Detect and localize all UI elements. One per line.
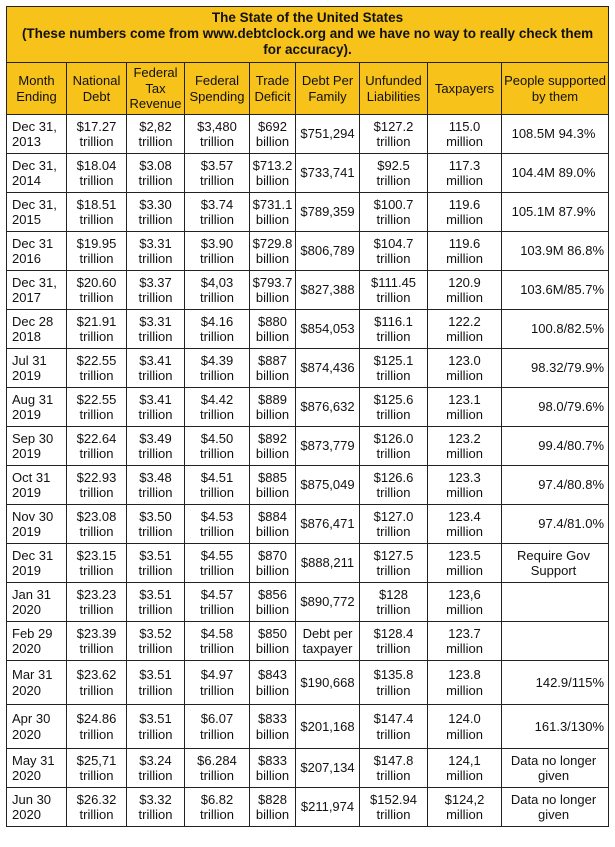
- cell-federal-spending: $4,03 trillion: [185, 271, 250, 310]
- cell-unfunded-liabilities: $126.6 trillion: [360, 466, 428, 505]
- table-row: [7, 466, 609, 505]
- cell-national-debt: $23.15 trillion: [67, 544, 127, 583]
- table-row: [7, 193, 609, 232]
- cell-federal-spending: $4.57 trillion: [185, 583, 250, 622]
- cell-national-debt: $22.55 trillion: [67, 388, 127, 427]
- cell-unfunded-liabilities: $147.8 trillion: [360, 749, 428, 788]
- debt-statistics-table: [6, 6, 609, 827]
- cell-people-supported: Data no longer given: [502, 749, 609, 788]
- cell-debt-per-family: $827,388: [296, 271, 360, 310]
- cell-taxpayers: 123.8 million: [428, 661, 502, 705]
- cell-month-ending: Jan 31 2020: [7, 583, 67, 622]
- table-title-cell: [7, 7, 609, 63]
- cell-month-ending: Mar 31 2020: [7, 661, 67, 705]
- cell-national-debt: $21.91 trillion: [67, 310, 127, 349]
- cell-trade-deficit: $892 billion: [250, 427, 296, 466]
- cell-month-ending: Dec 31, 2015: [7, 193, 67, 232]
- table-row: [7, 544, 609, 583]
- column-header-people-supported: People supported by them: [502, 63, 609, 115]
- cell-federal-spending: $3.57 trillion: [185, 154, 250, 193]
- column-header-row: [7, 63, 609, 115]
- cell-month-ending: Dec 31, 2014: [7, 154, 67, 193]
- cell-national-debt: $18.51 trillion: [67, 193, 127, 232]
- cell-debt-per-family: $789,359: [296, 193, 360, 232]
- cell-trade-deficit: $729.8 billion: [250, 232, 296, 271]
- cell-federal-tax-revenue: $3.48 trillion: [127, 466, 185, 505]
- cell-federal-tax-revenue: $3.08 trillion: [127, 154, 185, 193]
- cell-trade-deficit: $884 billion: [250, 505, 296, 544]
- cell-federal-spending: $6.284 trillion: [185, 749, 250, 788]
- column-header-taxpayers: Taxpayers: [428, 63, 502, 115]
- table-row: [7, 388, 609, 427]
- cell-trade-deficit: $692 billion: [250, 115, 296, 154]
- cell-unfunded-liabilities: $127.0 trillion: [360, 505, 428, 544]
- cell-debt-per-family: $888,211: [296, 544, 360, 583]
- cell-trade-deficit: $880 billion: [250, 310, 296, 349]
- cell-debt-per-family: $190,668: [296, 661, 360, 705]
- table-title: The State of the United States: [211, 10, 404, 25]
- cell-month-ending: Aug 31 2019: [7, 388, 67, 427]
- cell-trade-deficit: $856 billion: [250, 583, 296, 622]
- cell-federal-spending: $4.50 trillion: [185, 427, 250, 466]
- cell-trade-deficit: $833 billion: [250, 705, 296, 749]
- cell-unfunded-liabilities: $100.7 trillion: [360, 193, 428, 232]
- table-row: [7, 232, 609, 271]
- cell-federal-spending: $3.90 trillion: [185, 232, 250, 271]
- cell-taxpayers: $124,2 million: [428, 788, 502, 827]
- cell-federal-tax-revenue: $3.51 trillion: [127, 544, 185, 583]
- debt-table-container: [6, 6, 608, 827]
- cell-national-debt: $23.23 trillion: [67, 583, 127, 622]
- cell-month-ending: Dec 31 2016: [7, 232, 67, 271]
- cell-federal-tax-revenue: $2,82 trillion: [127, 115, 185, 154]
- cell-people-supported: [502, 622, 609, 661]
- cell-month-ending: Dec 31, 2013: [7, 115, 67, 154]
- cell-debt-per-family: $875,049: [296, 466, 360, 505]
- cell-national-debt: $23.62 trillion: [67, 661, 127, 705]
- table-row: [7, 749, 609, 788]
- column-header-debt-per-family: Debt Per Family: [296, 63, 360, 115]
- column-header-trade-deficit: Trade Deficit: [250, 63, 296, 115]
- cell-debt-per-family: $873,779: [296, 427, 360, 466]
- cell-people-supported: 108.5M 94.3%: [502, 115, 609, 154]
- cell-federal-tax-revenue: $3.41 trillion: [127, 349, 185, 388]
- column-header-month-ending: Month Ending: [7, 63, 67, 115]
- cell-taxpayers: 124.0 million: [428, 705, 502, 749]
- cell-federal-spending: $6.82 trillion: [185, 788, 250, 827]
- cell-unfunded-liabilities: $127.5 trillion: [360, 544, 428, 583]
- cell-unfunded-liabilities: $147.4 trillion: [360, 705, 428, 749]
- table-row: [7, 705, 609, 749]
- cell-national-debt: $23.08 trillion: [67, 505, 127, 544]
- cell-federal-spending: $4.42 trillion: [185, 388, 250, 427]
- table-row: [7, 310, 609, 349]
- cell-federal-tax-revenue: $3.37 trillion: [127, 271, 185, 310]
- cell-taxpayers: 123.4 million: [428, 505, 502, 544]
- cell-unfunded-liabilities: $126.0 trillion: [360, 427, 428, 466]
- cell-taxpayers: 123,6 million: [428, 583, 502, 622]
- cell-federal-tax-revenue: $3.41 trillion: [127, 388, 185, 427]
- cell-unfunded-liabilities: $128.4 trillion: [360, 622, 428, 661]
- cell-month-ending: Dec 31, 2017: [7, 271, 67, 310]
- cell-national-debt: $19.95 trillion: [67, 232, 127, 271]
- table-row: [7, 115, 609, 154]
- cell-taxpayers: 123.3 million: [428, 466, 502, 505]
- cell-people-supported: 142.9/115%: [502, 661, 609, 705]
- cell-federal-spending: $4.39 trillion: [185, 349, 250, 388]
- cell-national-debt: $20.60 trillion: [67, 271, 127, 310]
- table-row: [7, 271, 609, 310]
- cell-unfunded-liabilities: $125.6 trillion: [360, 388, 428, 427]
- cell-taxpayers: 123.1 million: [428, 388, 502, 427]
- cell-federal-tax-revenue: $3.51 trillion: [127, 705, 185, 749]
- cell-month-ending: Apr 30 2020: [7, 705, 67, 749]
- cell-debt-per-family: $751,294: [296, 115, 360, 154]
- cell-federal-spending: $4.51 trillion: [185, 466, 250, 505]
- cell-taxpayers: 124,1 million: [428, 749, 502, 788]
- cell-people-supported: 100.8/82.5%: [502, 310, 609, 349]
- cell-month-ending: May 31 2020: [7, 749, 67, 788]
- cell-month-ending: Feb 29 2020: [7, 622, 67, 661]
- cell-taxpayers: 120.9 million: [428, 271, 502, 310]
- cell-unfunded-liabilities: $92.5 trillion: [360, 154, 428, 193]
- title-row: [7, 7, 609, 63]
- table-row: [7, 154, 609, 193]
- cell-unfunded-liabilities: $128 trillion: [360, 583, 428, 622]
- cell-people-supported: 161.3/130%: [502, 705, 609, 749]
- cell-national-debt: $25,71 trillion: [67, 749, 127, 788]
- cell-federal-tax-revenue: $3.51 trillion: [127, 661, 185, 705]
- cell-trade-deficit: $833 billion: [250, 749, 296, 788]
- cell-federal-tax-revenue: $3.30 trillion: [127, 193, 185, 232]
- cell-federal-spending: $6.07 trillion: [185, 705, 250, 749]
- cell-national-debt: $17.27 trillion: [67, 115, 127, 154]
- column-header-federal-spending: Federal Spending: [185, 63, 250, 115]
- cell-month-ending: Jun 30 2020: [7, 788, 67, 827]
- cell-taxpayers: 122.2 million: [428, 310, 502, 349]
- cell-federal-tax-revenue: $3.24 trillion: [127, 749, 185, 788]
- cell-national-debt: $24.86 trillion: [67, 705, 127, 749]
- cell-trade-deficit: $731.1 billion: [250, 193, 296, 232]
- cell-national-debt: $23.39 trillion: [67, 622, 127, 661]
- cell-taxpayers: 123.7 million: [428, 622, 502, 661]
- cell-people-supported: 98.0/79.6%: [502, 388, 609, 427]
- cell-debt-per-family: $201,168: [296, 705, 360, 749]
- cell-national-debt: $26.32 trillion: [67, 788, 127, 827]
- cell-national-debt: $22.55 trillion: [67, 349, 127, 388]
- cell-month-ending: Jul 31 2019: [7, 349, 67, 388]
- cell-month-ending: Sep 30 2019: [7, 427, 67, 466]
- cell-people-supported: 97.4/81.0%: [502, 505, 609, 544]
- column-header-federal-tax-revenue: Federal Tax Revenue: [127, 63, 185, 115]
- cell-debt-per-family: $211,974: [296, 788, 360, 827]
- column-header-unfunded-liabilities: Unfunded Liabilities: [360, 63, 428, 115]
- cell-federal-spending: $4.58 trillion: [185, 622, 250, 661]
- cell-debt-per-family: $874,436: [296, 349, 360, 388]
- cell-debt-per-family: $854,053: [296, 310, 360, 349]
- cell-unfunded-liabilities: $152.94 trillion: [360, 788, 428, 827]
- cell-trade-deficit: $843 billion: [250, 661, 296, 705]
- cell-month-ending: Nov 30 2019: [7, 505, 67, 544]
- cell-trade-deficit: $870 billion: [250, 544, 296, 583]
- cell-people-supported: 98.32/79.9%: [502, 349, 609, 388]
- cell-debt-per-family: Debt per taxpayer: [296, 622, 360, 661]
- column-header-national-debt: National Debt: [67, 63, 127, 115]
- cell-people-supported: 104.4M 89.0%: [502, 154, 609, 193]
- cell-taxpayers: 117.3 million: [428, 154, 502, 193]
- cell-taxpayers: 123.0 million: [428, 349, 502, 388]
- cell-federal-tax-revenue: $3.32 trillion: [127, 788, 185, 827]
- cell-month-ending: Dec 31 2019: [7, 544, 67, 583]
- cell-people-supported: [502, 583, 609, 622]
- cell-debt-per-family: $890,772: [296, 583, 360, 622]
- cell-people-supported: Data no longer given: [502, 788, 609, 827]
- cell-taxpayers: 123.5 million: [428, 544, 502, 583]
- table-row: [7, 427, 609, 466]
- cell-trade-deficit: $850 billion: [250, 622, 296, 661]
- table-body: [7, 115, 609, 827]
- cell-trade-deficit: $889 billion: [250, 388, 296, 427]
- cell-federal-spending: $3.74 trillion: [185, 193, 250, 232]
- cell-taxpayers: 119.6 million: [428, 232, 502, 271]
- cell-taxpayers: 115.0 million: [428, 115, 502, 154]
- cell-federal-spending: $4.55 trillion: [185, 544, 250, 583]
- cell-trade-deficit: $828 billion: [250, 788, 296, 827]
- cell-federal-spending: $4.53 trillion: [185, 505, 250, 544]
- table-row: [7, 622, 609, 661]
- table-row: [7, 661, 609, 705]
- cell-debt-per-family: $207,134: [296, 749, 360, 788]
- cell-unfunded-liabilities: $104.7 trillion: [360, 232, 428, 271]
- table-row: [7, 505, 609, 544]
- cell-debt-per-family: $876,632: [296, 388, 360, 427]
- table-row: [7, 788, 609, 827]
- cell-people-supported: 97.4/80.8%: [502, 466, 609, 505]
- cell-federal-spending: $3,480 trillion: [185, 115, 250, 154]
- cell-federal-tax-revenue: $3.49 trillion: [127, 427, 185, 466]
- cell-unfunded-liabilities: $111.45 trillion: [360, 271, 428, 310]
- table-subtitle: (These numbers come from www.debtclock.org and we have no way to really check them for accuracy).: [21, 26, 594, 57]
- cell-debt-per-family: $733,741: [296, 154, 360, 193]
- cell-federal-spending: $4.97 trillion: [185, 661, 250, 705]
- cell-debt-per-family: $876,471: [296, 505, 360, 544]
- cell-federal-tax-revenue: $3.50 trillion: [127, 505, 185, 544]
- cell-trade-deficit: $713.2 billion: [250, 154, 296, 193]
- cell-federal-spending: $4.16 trillion: [185, 310, 250, 349]
- cell-unfunded-liabilities: $127.2 trillion: [360, 115, 428, 154]
- cell-federal-tax-revenue: $3.31 trillion: [127, 310, 185, 349]
- cell-month-ending: Oct 31 2019: [7, 466, 67, 505]
- cell-national-debt: $22.64 trillion: [67, 427, 127, 466]
- cell-taxpayers: 119.6 million: [428, 193, 502, 232]
- cell-month-ending: Dec 28 2018: [7, 310, 67, 349]
- cell-people-supported: 105.1M 87.9%: [502, 193, 609, 232]
- cell-national-debt: $22.93 trillion: [67, 466, 127, 505]
- cell-national-debt: $18.04 trillion: [67, 154, 127, 193]
- cell-trade-deficit: $887 billion: [250, 349, 296, 388]
- cell-people-supported: 99.4/80.7%: [502, 427, 609, 466]
- table-row: [7, 583, 609, 622]
- cell-federal-tax-revenue: $3.31 trillion: [127, 232, 185, 271]
- cell-people-supported: Require Gov Support: [502, 544, 609, 583]
- cell-trade-deficit: $793.7 billion: [250, 271, 296, 310]
- cell-people-supported: 103.9M 86.8%: [502, 232, 609, 271]
- cell-unfunded-liabilities: $135.8 trillion: [360, 661, 428, 705]
- cell-people-supported: 103.6M/85.7%: [502, 271, 609, 310]
- cell-unfunded-liabilities: $125.1 trillion: [360, 349, 428, 388]
- cell-trade-deficit: $885 billion: [250, 466, 296, 505]
- cell-federal-tax-revenue: $3.52 trillion: [127, 622, 185, 661]
- cell-debt-per-family: $806,789: [296, 232, 360, 271]
- table-row: [7, 349, 609, 388]
- cell-taxpayers: 123.2 million: [428, 427, 502, 466]
- cell-unfunded-liabilities: $116.1 trillion: [360, 310, 428, 349]
- cell-federal-tax-revenue: $3.51 trillion: [127, 583, 185, 622]
